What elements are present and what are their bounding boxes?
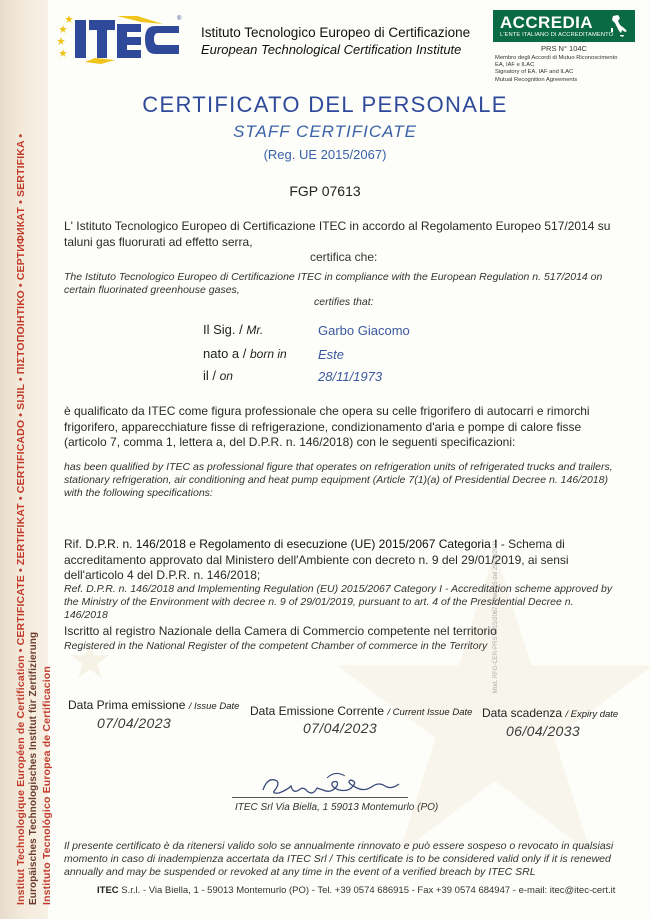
intro-text-it: L' Istituto Tecnologico Europeo di Certificazione ITEC in accordo al Regolamento Europeo 517/2014 su taluni gas fluorurati ad effetto serra, bbox=[64, 219, 611, 249]
accredia-badge bbox=[493, 10, 635, 84]
regulation-reference: (Reg. UE 2015/2067) bbox=[263, 147, 387, 162]
certificate-code: FGP 07613 bbox=[289, 183, 361, 199]
registry-text-it: Iscritto al registro Nazionale della Camera di Commercio competente nel territorio bbox=[64, 624, 497, 638]
accredia-line: Mutual Recognition Agreements bbox=[495, 76, 578, 83]
validity-statement: Il presente certificato è da ritenersi valido solo se annualmente rinnovato e può essere sospeso o revocato in qualsiasi momento in caso di inadempienza accertata da ITEC Srl / This certificate is to be considered valid only if it is renewed annually and may be suspended or revoked at any time in the event of a verified breach by ITEC SRL bbox=[64, 840, 614, 878]
side-text-inner: Instituto Tecnológico Europea de Certificacion bbox=[41, 666, 53, 905]
expiry-date-label: Data scadenza / Expiry date bbox=[482, 706, 619, 720]
signature-caption: ITEC Srl Via Biella, 1 59013 Montemurlo (PO) bbox=[235, 802, 439, 813]
certificate-subtitle: STAFF CERTIFICATE bbox=[233, 122, 417, 141]
italy-map-icon bbox=[609, 14, 629, 39]
accredia-line: Signatory of EA, IAF and ILAC bbox=[495, 69, 574, 76]
institute-name-it: Istituto Tecnologico Europeo di Certificazione bbox=[201, 25, 471, 40]
birthplace-label: nato a / born in bbox=[203, 346, 287, 361]
accredia-subtitle: L'ENTE ITALIANO DI ACCREDITAMENTO bbox=[500, 32, 614, 38]
accredia-agreements bbox=[493, 55, 635, 84]
intro-text-en: The Istituto Tecnologico Europeo di Certificazione ITEC in compliance with the European Regulation n. 517/2014 on certain fluorinated greenhouse gases, bbox=[64, 271, 603, 297]
holder-name: Garbo Giacomo bbox=[318, 323, 410, 338]
form-reference: Mod. RFG-CER-PRS 2015/2067 | Rev. 05 del 29/05/2021 bbox=[492, 540, 499, 694]
qualification-text-it: è qualificato da ITEC come figura professionale che opera su celle frigorifero di autocarri e rimorchi frigorifero, apparecchiature fisse di refrigerazione, condizionamento d'aria e pompe di calore fisse (articolo 7, comma 1, lettera a, del D.P.R. n. 146/2018) con le seguenti specificazioni: bbox=[64, 404, 590, 449]
birthplace-value: Este bbox=[318, 347, 345, 362]
expiry-date-value: 06/04/2033 bbox=[506, 723, 581, 739]
issue-date-label: Data Prima emissione / Issue Date bbox=[68, 698, 240, 712]
side-text-outer: Institut Technologique Européen de Certification • CERTIFICATE • ZERTIFIKAT • CERTIFICADO • SIJIL • ΠΙΣΤΟΠΟΙΗΤΙΚΟ • СЕРТИФИКАТ • SERTIFIKA • bbox=[15, 133, 27, 905]
registry-text-en: Registered in the National Register of the competent Chamber of commerce in the Territory bbox=[64, 640, 488, 652]
svg-text:®: ® bbox=[177, 16, 182, 22]
certificate-title: CERTIFICATO DEL PERSONALE bbox=[142, 92, 508, 117]
footer-contact: ITEC S.r.l. - Via Biella, 1 - 59013 Montemurlo (PO) - Tel. +39 0574 686915 - Fax +39 0574 684947 - e-mail: itec@itec-cert.it bbox=[97, 885, 616, 896]
birthdate-value: 28/11/1973 bbox=[318, 369, 383, 384]
current-issue-date-value: 07/04/2023 bbox=[303, 720, 378, 736]
side-text-middle: Europäisches Technologisches Institut für Zertifizierung bbox=[28, 631, 39, 905]
accredia-line: Membro degli Accordi di Mutuo Riconoscimento bbox=[495, 55, 618, 61]
signature-line bbox=[232, 797, 408, 798]
accredia-brand: ACCREDIA bbox=[500, 13, 593, 32]
current-issue-date-label: Data Emissione Corrente / Current Issue Date bbox=[250, 704, 473, 718]
accredia-line: EA, IAF e ILAC bbox=[495, 62, 535, 69]
qualification-text-en: has been qualified by ITEC as professional figure that operates on refrigeration units of refrigerated trucks and trailers, stationary refrigeration, air conditioning and heat pump equipment (Article 7(1)(a) of Presidential Decree n. 146/2018) with the following specifications: bbox=[64, 461, 613, 500]
itec-logo-icon bbox=[55, 12, 183, 68]
reference-text-en: Ref. D.P.R. n. 146/2018 and Implementing Regulation (EU) 2015/2067 Category I - Accreditation scheme approved by the Ministry of the Environment with decree n. 9 of 29/01/2019, pursuant to art. 4 of the Presidential Decree n. 146/2018 bbox=[64, 583, 613, 622]
certifies-label: certifies that: bbox=[314, 296, 374, 308]
birthdate-label: il / on bbox=[203, 368, 233, 383]
accredia-prs-number: PRS N° 104C bbox=[541, 44, 587, 53]
institute-name-en: European Technological Certification Institute bbox=[201, 42, 462, 57]
issue-date-value: 07/04/2023 bbox=[97, 715, 172, 731]
name-label: Il Sig. / Mr. bbox=[203, 322, 264, 337]
certifica-label: certifica che: bbox=[310, 250, 378, 264]
reference-text-it: Rif. D.P.R. n. 146/2018 e Regolamento di esecuzione (UE) 2015/2067 Categoria I - Schema di accreditamento approvato dal Ministero dell'Ambiente con decreto n. 9 del 29/01/2019, ai sensi dell'articolo 4 del D.P.R. n. 146/2018; bbox=[64, 537, 569, 582]
